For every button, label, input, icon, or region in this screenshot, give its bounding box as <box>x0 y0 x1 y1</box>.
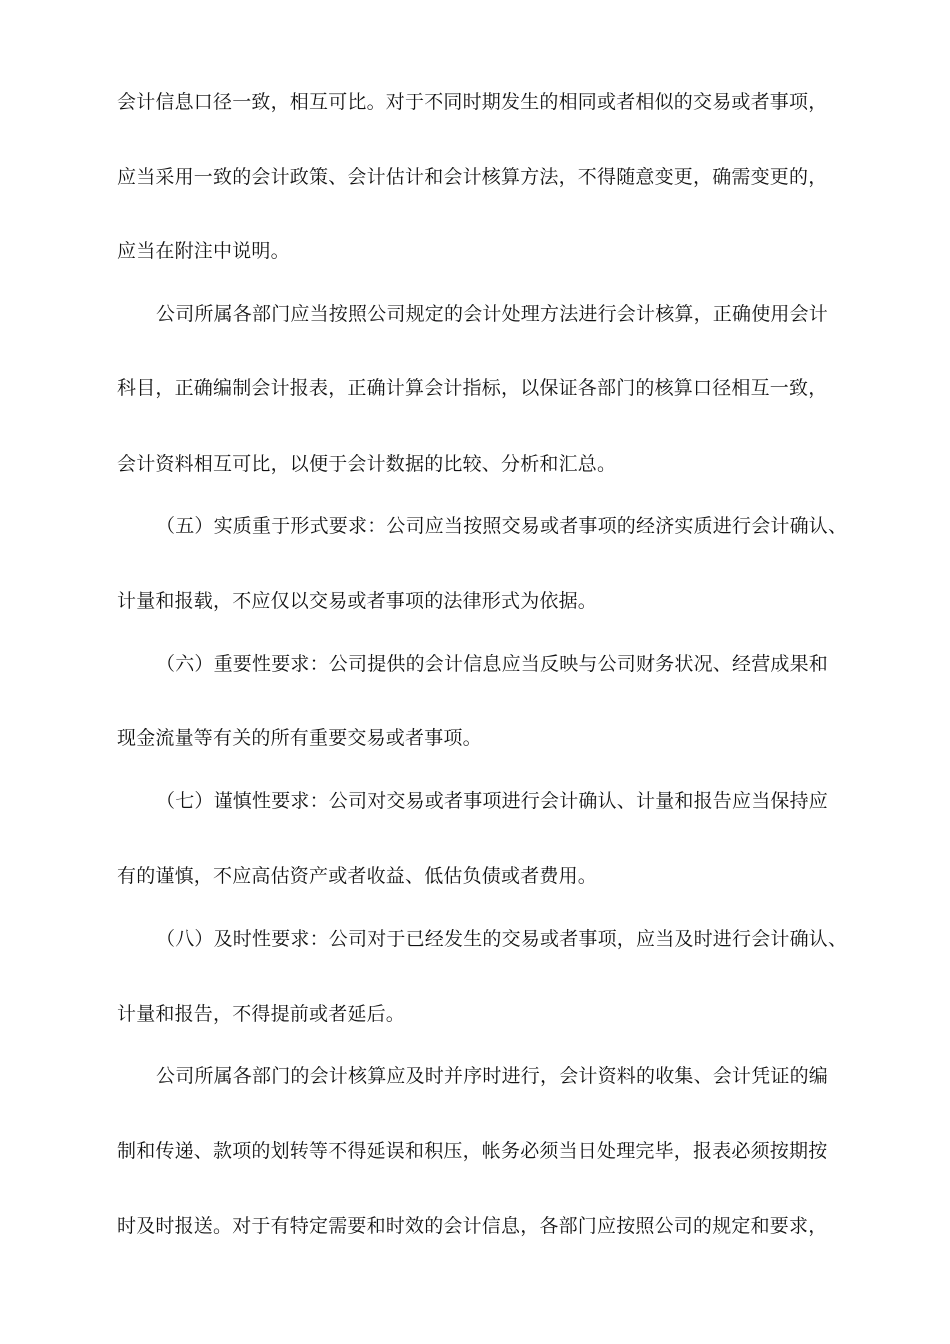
text-line-16: 制和传递、款项的划转等不得延误和积压，帐务必须当日处理完毕，报表必须按期按 <box>117 1140 828 1162</box>
text-line-12: 有的谨慎，不应高估资产或者收益、低估负债或者费用。 <box>117 865 598 887</box>
text-line-1: 会计信息口径一致，相互可比。对于不同时期发生的相同或者相似的交易或者事项， <box>117 91 828 113</box>
text-line-3: 应当在附注中说明。 <box>117 240 290 262</box>
text-line-13: （八）及时性要求：公司对于已经发生的交易或者事项，应当及时进行会计确认、 <box>156 928 848 950</box>
text-line-17: 时及时报送。对于有特定需要和时效的会计信息，各部门应按照公司的规定和要求， <box>117 1215 828 1237</box>
text-line-15: 公司所属各部门的会计核算应及时并序时进行，会计资料的收集、会计凭证的编 <box>156 1065 829 1087</box>
text-line-11: （七）谨慎性要求：公司对交易或者事项进行会计确认、计量和报告应当保持应 <box>156 790 829 812</box>
text-line-7: （五）实质重于形式要求：公司应当按照交易或者事项的经济实质进行会计确认、 <box>156 515 848 537</box>
text-line-6: 会计资料相互可比，以便于会计数据的比较、分析和汇总。 <box>117 453 617 475</box>
text-line-4: 公司所属各部门应当按照公司规定的会计处理方法进行会计核算，正确使用会计 <box>156 303 829 325</box>
text-line-5: 科目，正确编制会计报表，正确计算会计指标，以保证各部门的核算口径相互一致， <box>117 377 828 399</box>
text-line-8: 计量和报载，不应仅以交易或者事项的法律形式为依据。 <box>117 590 598 612</box>
text-line-9: （六）重要性要求：公司提供的会计信息应当反映与公司财务状况、经营成果和 <box>156 653 829 675</box>
text-line-14: 计量和报告，不得提前或者延后。 <box>117 1003 406 1025</box>
text-line-2: 应当采用一致的会计政策、会计估计和会计核算方法，不得随意变更，确需变更的， <box>117 166 828 188</box>
text-line-10: 现金流量等有关的所有重要交易或者事项。 <box>117 727 482 749</box>
